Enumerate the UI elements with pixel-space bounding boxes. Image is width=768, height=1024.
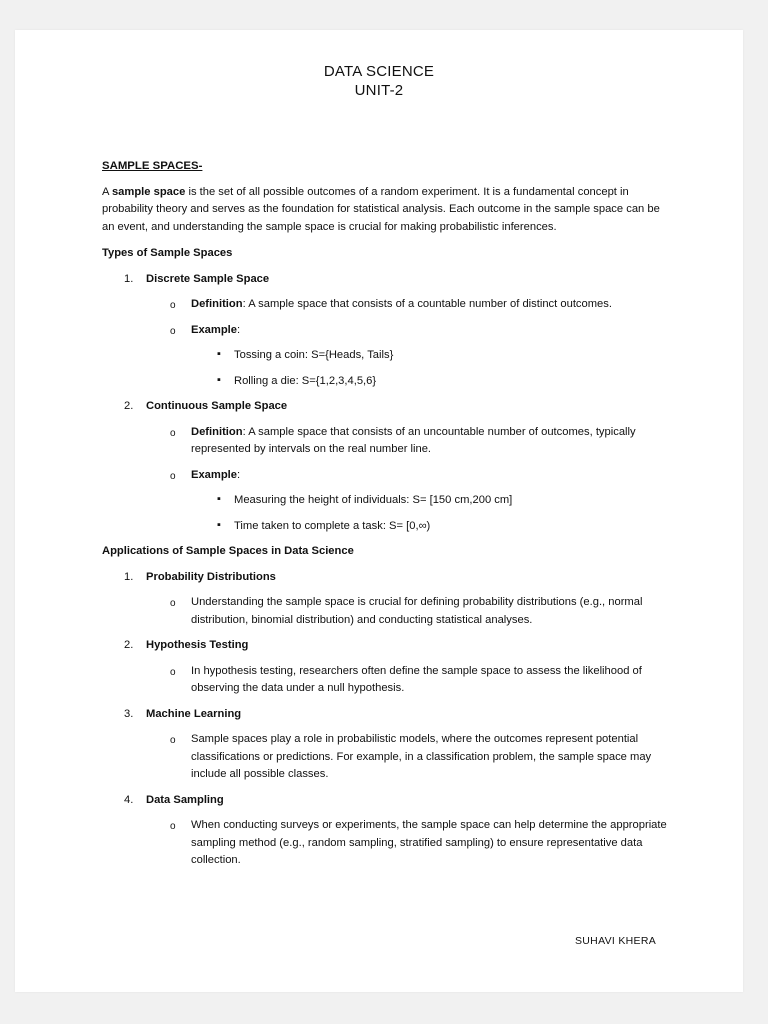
example-bullet bbox=[102, 373, 672, 391]
applications-title: Applications of Sample Spaces in Data Science bbox=[102, 545, 354, 557]
document-page bbox=[15, 30, 743, 992]
circle-bullet-icon: o bbox=[170, 470, 176, 482]
circle-bullet-icon: o bbox=[170, 821, 176, 832]
square-bullet-icon: ▪ bbox=[217, 493, 221, 505]
application-detail bbox=[102, 731, 672, 784]
types-title: Types of Sample Spaces bbox=[102, 247, 233, 259]
document-body bbox=[102, 158, 672, 878]
intro-term: sample space bbox=[111, 185, 186, 198]
example-item bbox=[102, 467, 672, 485]
example-label: Example bbox=[191, 323, 238, 336]
square-bullet-icon: ▪ bbox=[217, 373, 221, 386]
definition-item bbox=[102, 424, 672, 459]
example-suffix: : bbox=[237, 468, 241, 481]
definition-label: Definition bbox=[191, 425, 243, 438]
definition-text: : A sample space that consists of a countable number of distinct outcomes. bbox=[242, 298, 612, 310]
section-heading-sample-spaces: SAMPLE SPACES- bbox=[102, 160, 203, 172]
author-name: SUHAVI KHERA bbox=[575, 935, 657, 947]
page-subtitle: UNIT-2 bbox=[354, 82, 404, 99]
circle-bullet-icon: o bbox=[170, 300, 176, 311]
application-item bbox=[124, 569, 672, 587]
application-number: 2. bbox=[124, 639, 134, 651]
intro-lead: A bbox=[102, 185, 112, 198]
application-name: Data Sampling bbox=[146, 793, 224, 806]
example-label: Example bbox=[191, 468, 238, 481]
example-text: Rolling a die: S={1,2,3,4,5,6} bbox=[234, 374, 377, 387]
circle-bullet-icon: o bbox=[170, 735, 176, 746]
application-item bbox=[124, 637, 672, 655]
application-detail bbox=[102, 663, 672, 698]
application-text: Understanding the sample space is crucial for defining probability distributions (e.g., normal distribution, binomial distribution) and conducting statistical analyses. bbox=[191, 596, 643, 626]
type-item bbox=[124, 271, 672, 289]
application-name: Probability Distributions bbox=[146, 570, 276, 583]
application-name: Machine Learning bbox=[146, 707, 242, 720]
square-bullet-icon: ▪ bbox=[217, 518, 221, 531]
type-item bbox=[124, 398, 672, 416]
type-number: 2. bbox=[124, 400, 134, 412]
application-detail bbox=[102, 817, 672, 870]
example-bullet bbox=[102, 347, 672, 365]
application-item bbox=[124, 792, 672, 810]
title-block bbox=[15, 62, 743, 100]
application-text: In hypothesis testing, researchers often define the sample space to assess the likelihood of observing the data under a null hypothesis. bbox=[191, 664, 642, 694]
application-item bbox=[124, 706, 672, 724]
circle-bullet-icon: o bbox=[170, 325, 176, 337]
application-number: 3. bbox=[124, 707, 134, 720]
square-bullet-icon: ▪ bbox=[217, 348, 221, 360]
intro-rest: is the set of all possible outcomes of a random experiment. It is a fundamental concept in probability theory and serves as the foundation for statistical analysis. Each outcome in the sample space can be an event, and understanding the sample space is crucial for making probabilistic inferences. bbox=[102, 185, 660, 233]
page-title: DATA SCIENCE bbox=[323, 63, 435, 80]
definition-label: Definition bbox=[191, 298, 243, 310]
type-name: Continuous Sample Space bbox=[146, 400, 288, 412]
application-name: Hypothesis Testing bbox=[146, 639, 249, 651]
application-number: 1. bbox=[124, 570, 134, 583]
example-text: Time taken to complete a task: S= [0,∞) bbox=[234, 519, 431, 532]
application-text: When conducting surveys or experiments, the sample space can help determine the appropriate sampling method (e.g., random sampling, stratified sampling) to ensure representative data collection. bbox=[191, 819, 667, 866]
example-text: Measuring the height of individuals: S= [150 cm,200 cm] bbox=[234, 494, 513, 506]
definition-text: : A sample space that consists of an uncountable number of outcomes, typically represented by intervals on the real number line. bbox=[191, 425, 636, 455]
circle-bullet-icon: o bbox=[170, 666, 176, 678]
circle-bullet-icon: o bbox=[170, 598, 176, 609]
application-number: 4. bbox=[124, 793, 134, 806]
example-text: Tossing a coin: S={Heads, Tails} bbox=[234, 349, 394, 361]
intro-paragraph bbox=[102, 184, 672, 237]
application-detail bbox=[102, 594, 672, 629]
example-suffix: : bbox=[237, 323, 241, 336]
application-text: Sample spaces play a role in probabilistic models, where the outcomes represent potential classifications or predictions. For example, in a classification problem, the sample space may include all possible classes. bbox=[191, 733, 652, 780]
example-item bbox=[102, 322, 672, 340]
example-bullet bbox=[102, 492, 672, 510]
circle-bullet-icon: o bbox=[170, 427, 176, 439]
definition-item bbox=[102, 296, 672, 314]
type-number: 1. bbox=[124, 272, 134, 285]
example-bullet bbox=[102, 518, 672, 536]
type-name: Discrete Sample Space bbox=[146, 272, 270, 285]
